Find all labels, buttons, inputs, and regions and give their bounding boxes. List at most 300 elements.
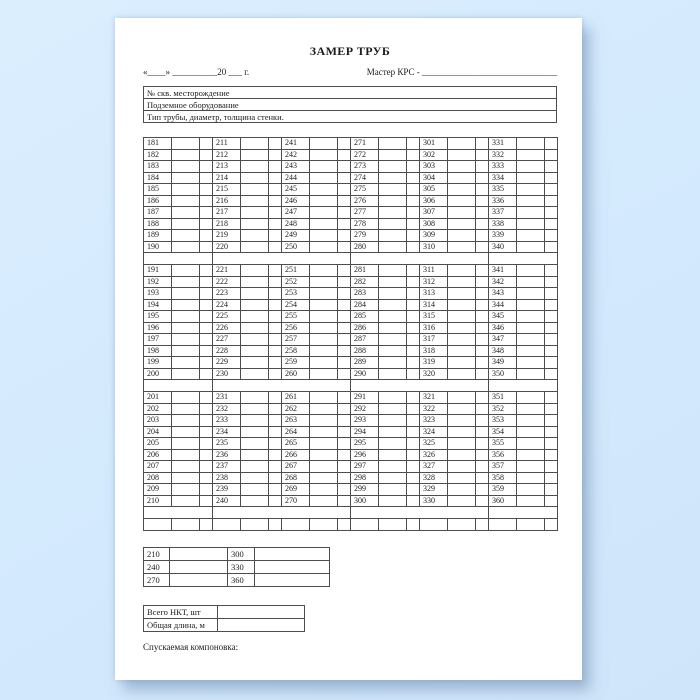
pipe-number-cell: 287 [351,334,379,346]
measure-value-cell [448,449,476,461]
measure-value-cell [241,299,269,311]
pipe-number-cell: 217 [213,207,241,219]
column-spacer-cell [200,207,213,219]
measure-value-cell [517,311,545,323]
pipe-number-cell: 193 [144,288,172,300]
column-spacer-cell [269,230,282,242]
pipe-number-cell: 184 [144,172,172,184]
measure-value-cell [448,426,476,438]
pipe-number-cell: 266 [282,449,310,461]
column-spacer-cell [407,172,420,184]
measure-value-cell [310,426,338,438]
measure-row [144,357,558,369]
column-spacer-cell [476,311,489,323]
measure-value-cell [379,276,407,288]
pipe-number-cell: 303 [420,161,448,173]
pipe-number-cell: 332 [489,149,517,161]
column-spacer-cell [338,426,351,438]
measure-row [144,368,558,380]
page-title: ЗАМЕР ТРУБ [309,44,391,58]
column-spacer-cell [545,519,558,531]
pipe-number-cell: 273 [351,161,379,173]
pipe-number-cell: 328 [420,472,448,484]
pipe-number-cell: 286 [351,322,379,334]
column-spacer-cell [407,334,420,346]
measure-value-cell [379,461,407,473]
column-spacer-cell [476,403,489,415]
pipe-number-cell: 187 [144,207,172,219]
measure-value-cell [448,184,476,196]
measure-value-cell [172,265,200,277]
block-separator-row [144,380,558,392]
well-info-table-body [144,87,557,123]
pipe-number-cell: 212 [213,149,241,161]
column-spacer-cell [545,230,558,242]
measure-value-cell [241,368,269,380]
pipe-number-cell: 344 [489,299,517,311]
measure-row [144,161,558,173]
subtotal-number-cell: 330 [228,561,255,574]
column-spacer-cell [407,161,420,173]
pipe-number-cell: 181 [144,138,172,150]
column-spacer-cell [200,495,213,507]
pipe-number-cell: 252 [282,276,310,288]
measure-value-cell [517,403,545,415]
pipe-number-cell: 340 [489,241,517,253]
measure-value-cell [241,392,269,404]
column-spacer-cell [269,495,282,507]
column-spacer-cell [476,426,489,438]
pipe-number-cell: 356 [489,449,517,461]
column-spacer-cell [269,519,282,531]
pipe-number-cell: 282 [351,276,379,288]
totals-value-cell [218,606,305,619]
pipe-measure-table-body [144,138,558,531]
pipe-number-cell: 243 [282,161,310,173]
pipe-number-cell: 197 [144,334,172,346]
measure-value-cell [448,438,476,450]
measure-value-cell [379,230,407,242]
column-spacer-cell [269,265,282,277]
empty-number-cell [489,519,517,531]
measure-value-cell [172,392,200,404]
subtotal-table [143,547,330,587]
column-spacer-cell [476,161,489,173]
measure-value-cell [517,138,545,150]
pipe-number-cell: 265 [282,438,310,450]
column-spacer-cell [200,241,213,253]
column-spacer-cell [476,438,489,450]
measure-value-cell [517,495,545,507]
column-spacer-cell [545,484,558,496]
separator-cell [213,380,351,392]
pipe-number-cell: 210 [144,495,172,507]
column-spacer-cell [545,218,558,230]
pipe-number-cell: 198 [144,345,172,357]
pipe-number-cell: 298 [351,472,379,484]
column-spacer-cell [338,345,351,357]
column-spacer-cell [545,276,558,288]
pipe-number-cell: 207 [144,461,172,473]
pipe-number-cell: 275 [351,184,379,196]
measure-value-cell [310,149,338,161]
measure-value-cell [172,138,200,150]
empty-measure-cell [517,519,545,531]
pipe-number-cell: 241 [282,138,310,150]
measure-value-cell [172,207,200,219]
column-spacer-cell [269,276,282,288]
column-spacer-cell [545,311,558,323]
measure-value-cell [172,172,200,184]
measure-value-cell [310,184,338,196]
measure-value-cell [310,161,338,173]
column-spacer-cell [200,392,213,404]
column-spacer-cell [545,461,558,473]
column-spacer-cell [407,195,420,207]
pipe-number-cell: 359 [489,484,517,496]
column-spacer-cell [338,322,351,334]
column-spacer-cell [545,357,558,369]
measure-value-cell [379,172,407,184]
measure-row [144,495,558,507]
measure-row [144,276,558,288]
date-blank-line: «____» __________20 ___ г. [143,67,250,77]
measure-row [144,195,558,207]
column-spacer-cell [338,519,351,531]
measure-row [144,265,558,277]
measure-value-cell [448,265,476,277]
pipe-number-cell: 334 [489,172,517,184]
column-spacer-cell [545,299,558,311]
measure-value-cell [448,311,476,323]
pipe-number-cell: 263 [282,415,310,427]
measure-value-cell [310,392,338,404]
measure-value-cell [241,334,269,346]
column-spacer-cell [269,184,282,196]
pipe-number-cell: 317 [420,334,448,346]
column-spacer-cell [407,426,420,438]
column-spacer-cell [545,392,558,404]
column-spacer-cell [269,288,282,300]
subtotal-number-cell: 300 [228,548,255,561]
pipe-number-cell: 226 [213,322,241,334]
measure-value-cell [241,461,269,473]
pipe-number-cell: 268 [282,472,310,484]
column-spacer-cell [545,138,558,150]
measure-value-cell [448,161,476,173]
column-spacer-cell [200,415,213,427]
pipe-number-cell: 196 [144,322,172,334]
column-spacer-cell [338,172,351,184]
column-spacer-cell [476,184,489,196]
column-spacer-cell [545,449,558,461]
column-spacer-cell [407,461,420,473]
pipe-number-cell: 219 [213,230,241,242]
column-spacer-cell [269,334,282,346]
measure-row [144,334,558,346]
column-spacer-cell [545,207,558,219]
column-spacer-cell [476,149,489,161]
column-spacer-cell [476,218,489,230]
column-spacer-cell [476,495,489,507]
measure-row [144,426,558,438]
measure-row [144,207,558,219]
column-spacer-cell [200,472,213,484]
measure-value-cell [517,484,545,496]
column-spacer-cell [545,403,558,415]
pipe-number-cell: 347 [489,334,517,346]
column-spacer-cell [269,195,282,207]
totals-row [144,619,305,632]
pipe-number-cell: 309 [420,230,448,242]
measure-value-cell [310,322,338,334]
pipe-number-cell: 295 [351,438,379,450]
column-spacer-cell [269,345,282,357]
column-spacer-cell [269,368,282,380]
column-spacer-cell [545,322,558,334]
measure-value-cell [172,230,200,242]
column-spacer-cell [407,519,420,531]
pipe-number-cell: 296 [351,449,379,461]
column-spacer-cell [476,334,489,346]
column-spacer-cell [407,495,420,507]
subtotal-row [144,561,330,574]
measure-value-cell [517,449,545,461]
empty-number-cell [282,519,310,531]
subtotal-value-cell [255,548,330,561]
subtotal-row [144,548,330,561]
pipe-number-cell: 335 [489,184,517,196]
measure-value-cell [310,288,338,300]
measure-value-cell [241,484,269,496]
column-spacer-cell [545,438,558,450]
subtotal-value-cell [170,548,228,561]
pipe-number-cell: 321 [420,392,448,404]
column-spacer-cell [338,207,351,219]
separator-cell [489,380,558,392]
subtotal-value-cell [255,561,330,574]
pipe-number-cell: 232 [213,403,241,415]
measure-value-cell [241,161,269,173]
measure-row [144,322,558,334]
measure-value-cell [448,334,476,346]
column-spacer-cell [269,357,282,369]
pipe-number-cell: 322 [420,403,448,415]
measure-value-cell [172,276,200,288]
pipe-number-cell: 188 [144,218,172,230]
pipe-number-cell: 257 [282,334,310,346]
measure-value-cell [448,472,476,484]
pipe-number-cell: 186 [144,195,172,207]
pipe-number-cell: 259 [282,357,310,369]
pipe-number-cell: 285 [351,311,379,323]
column-spacer-cell [338,230,351,242]
measure-value-cell [172,334,200,346]
column-spacer-cell [269,461,282,473]
column-spacer-cell [476,392,489,404]
pipe-number-cell: 297 [351,461,379,473]
info-label-cell: Тип трубы, диаметр, толщина стенки. [144,111,557,123]
measure-value-cell [241,403,269,415]
pipe-number-cell: 302 [420,149,448,161]
measure-value-cell [517,322,545,334]
column-spacer-cell [338,472,351,484]
measure-value-cell [310,449,338,461]
column-spacer-cell [200,357,213,369]
pipe-number-cell: 216 [213,195,241,207]
column-spacer-cell [200,265,213,277]
pipe-number-cell: 192 [144,276,172,288]
column-spacer-cell [545,184,558,196]
column-spacer-cell [269,403,282,415]
measure-value-cell [448,415,476,427]
column-spacer-cell [200,299,213,311]
pipe-number-cell: 314 [420,299,448,311]
measure-value-cell [379,195,407,207]
measure-value-cell [448,322,476,334]
pipe-number-cell: 206 [144,449,172,461]
pipe-number-cell: 307 [420,207,448,219]
pipe-number-cell: 253 [282,288,310,300]
column-spacer-cell [545,195,558,207]
measure-value-cell [448,299,476,311]
column-spacer-cell [407,218,420,230]
column-spacer-cell [407,345,420,357]
measure-value-cell [379,449,407,461]
measure-value-cell [172,472,200,484]
measure-value-cell [517,461,545,473]
separator-cell [144,507,213,519]
pipe-number-cell: 199 [144,357,172,369]
measure-value-cell [241,345,269,357]
measure-row [144,311,558,323]
column-spacer-cell [338,415,351,427]
pipe-number-cell: 267 [282,461,310,473]
measure-value-cell [241,230,269,242]
column-spacer-cell [407,230,420,242]
pipe-number-cell: 329 [420,484,448,496]
pipe-number-cell: 246 [282,195,310,207]
pipe-number-cell: 284 [351,299,379,311]
separator-cell [144,380,213,392]
separator-cell [351,253,489,265]
info-label-cell: № скв. месторождение [144,87,557,99]
column-spacer-cell [338,484,351,496]
pipe-number-cell: 208 [144,472,172,484]
measure-value-cell [517,368,545,380]
column-spacer-cell [200,172,213,184]
column-spacer-cell [545,334,558,346]
measure-value-cell [517,161,545,173]
column-spacer-cell [200,403,213,415]
measure-value-cell [310,415,338,427]
column-spacer-cell [338,138,351,150]
column-spacer-cell [476,484,489,496]
measure-value-cell [172,195,200,207]
pipe-number-cell: 351 [489,392,517,404]
pipe-number-cell: 269 [282,484,310,496]
pipe-number-cell: 333 [489,161,517,173]
measure-value-cell [448,149,476,161]
pipe-number-cell: 255 [282,311,310,323]
column-spacer-cell [200,184,213,196]
pipe-number-cell: 254 [282,299,310,311]
column-spacer-cell [545,288,558,300]
pipe-number-cell: 305 [420,184,448,196]
measure-value-cell [241,472,269,484]
pipe-number-cell: 272 [351,149,379,161]
header-line [143,67,557,78]
measure-value-cell [241,241,269,253]
measure-value-cell [241,172,269,184]
pipe-number-cell: 239 [213,484,241,496]
measure-value-cell [310,230,338,242]
separator-cell [144,253,213,265]
measure-value-cell [379,403,407,415]
pipe-number-cell: 354 [489,426,517,438]
subtotal-number-cell: 240 [144,561,170,574]
measure-value-cell [172,357,200,369]
measure-value-cell [448,230,476,242]
column-spacer-cell [269,138,282,150]
column-spacer-cell [407,472,420,484]
pipe-number-cell: 336 [489,195,517,207]
measure-value-cell [241,322,269,334]
pipe-number-cell: 281 [351,265,379,277]
measure-value-cell [517,438,545,450]
measure-value-cell [310,299,338,311]
measure-value-cell [310,138,338,150]
pipe-number-cell: 233 [213,415,241,427]
measure-value-cell [517,415,545,427]
column-spacer-cell [407,265,420,277]
column-spacer-cell [269,392,282,404]
block-separator-row [144,507,558,519]
column-spacer-cell [338,218,351,230]
column-spacer-cell [338,392,351,404]
measure-row [144,149,558,161]
pipe-number-cell: 213 [213,161,241,173]
pipe-number-cell: 293 [351,415,379,427]
measure-value-cell [310,495,338,507]
pipe-number-cell: 211 [213,138,241,150]
empty-measure-cell [310,519,338,531]
measure-value-cell [241,415,269,427]
column-spacer-cell [200,311,213,323]
measure-value-cell [172,449,200,461]
column-spacer-cell [338,161,351,173]
pipe-number-cell: 223 [213,288,241,300]
pipe-number-cell: 260 [282,368,310,380]
pipe-number-cell: 299 [351,484,379,496]
subtotal-number-cell: 210 [144,548,170,561]
column-spacer-cell [269,415,282,427]
measure-value-cell [379,265,407,277]
assembly-label: Спускаемая компоновка: [143,642,239,652]
subtotal-value-cell [170,574,228,587]
measure-value-cell [517,230,545,242]
column-spacer-cell [200,334,213,346]
measure-value-cell [379,218,407,230]
measure-value-cell [310,472,338,484]
pipe-number-cell: 251 [282,265,310,277]
column-spacer-cell [476,368,489,380]
column-spacer-cell [269,426,282,438]
info-label-cell: Подземное оборудование [144,99,557,111]
measure-value-cell [517,299,545,311]
column-spacer-cell [269,311,282,323]
info-row [144,99,557,111]
